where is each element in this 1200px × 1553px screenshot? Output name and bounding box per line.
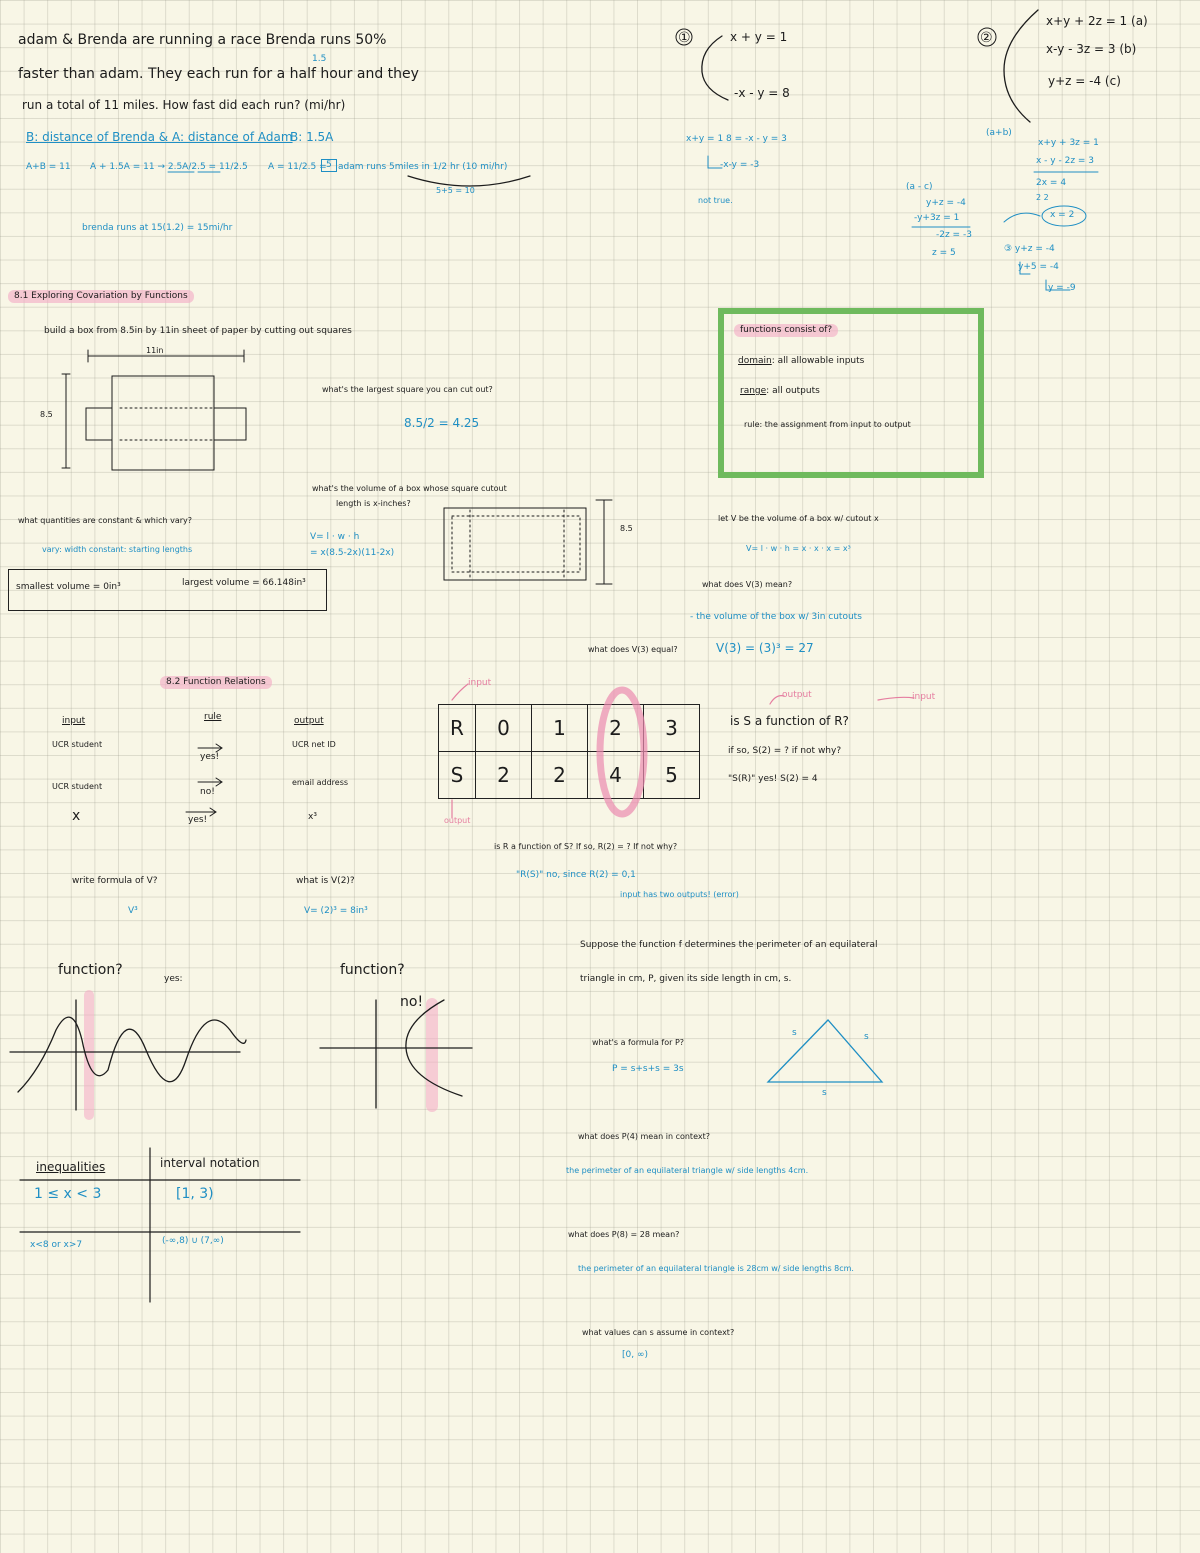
a-v3-mean: - the volume of the box w/ 3in cutouts bbox=[690, 612, 862, 622]
vertical-line-test-highlight-2 bbox=[426, 998, 438, 1112]
race-adam: adam runs 5miles in 1/2 hr (10 mi/hr) bbox=[338, 162, 508, 172]
rs-cell: 4 bbox=[588, 752, 644, 799]
ac-work-1: y+z = -4 bbox=[926, 198, 966, 208]
a-largest-square: 8.5/2 = 4.25 bbox=[404, 416, 480, 430]
row-1-rule: yes! bbox=[200, 752, 220, 762]
smallest-volume: smallest volume = 0in³ bbox=[16, 582, 121, 592]
row-2-rule: no! bbox=[200, 787, 215, 797]
sine-like-curve bbox=[18, 1017, 246, 1092]
system-1-eq-1: x + y = 1 bbox=[730, 30, 788, 44]
rs-cell: 0 bbox=[476, 705, 532, 752]
rs-highlight-oval bbox=[600, 690, 644, 814]
race-line-2: faster than adam. They each run for a half hour and they bbox=[18, 66, 419, 82]
rs-input-note: input bbox=[468, 678, 492, 688]
box-flap-right bbox=[214, 408, 246, 440]
q-p4: what does P(4) mean in context? bbox=[578, 1132, 710, 1141]
ab-result: x = 2 bbox=[1050, 210, 1075, 220]
arrow-1 bbox=[198, 744, 222, 752]
rule-arrows bbox=[186, 744, 222, 816]
row-3-output: x³ bbox=[308, 812, 317, 822]
system-2-circle bbox=[978, 28, 996, 46]
rs-cell: R bbox=[439, 705, 476, 752]
rs-input-tag: input bbox=[912, 692, 936, 702]
interval-row-2-notation: (-∞,8) ∪ (7,∞) bbox=[162, 1236, 224, 1246]
input-tag-arrow bbox=[878, 697, 914, 700]
intervals-header-inequalities: inequalities bbox=[36, 1160, 106, 1174]
system-1-label: ① bbox=[678, 30, 691, 46]
rs-cell: 1 bbox=[532, 705, 588, 752]
rs-table-annotations bbox=[452, 684, 914, 818]
section-8-2-title: 8.2 Function Relations bbox=[160, 676, 272, 689]
box-net-diagram bbox=[62, 350, 246, 470]
triangle-prompt-1: Suppose the function f determines the perimeter of an equilateral bbox=[580, 940, 878, 950]
graph-function-no bbox=[320, 998, 472, 1112]
race-under: 5+5 = 10 bbox=[436, 186, 475, 195]
box-base bbox=[112, 376, 214, 470]
interval-row-2-inequality: x<8 or x>7 bbox=[30, 1240, 83, 1250]
rs-cell: S bbox=[439, 752, 476, 799]
ab-arrow bbox=[1004, 213, 1040, 222]
triangle-side-right: s bbox=[864, 1032, 869, 1042]
c-work-1: ③ y+z = -4 bbox=[1004, 244, 1055, 254]
triangle-side-bottom: s bbox=[822, 1088, 827, 1098]
box-intro: build a box from 8.5in by 11in sheet of paper by cutting out squares bbox=[44, 326, 352, 336]
q-s-function-of-r: is S a function of R? bbox=[730, 714, 849, 728]
q-write-formula: write formula of V? bbox=[72, 876, 158, 886]
input-arrow bbox=[452, 684, 468, 700]
race-boxed-answer: 5 bbox=[321, 159, 337, 172]
largest-volume: largest volume = 66.148in³ bbox=[182, 578, 306, 588]
rs-output-tag: output bbox=[782, 690, 812, 700]
race-definition: B: distance of Brenda & A: distance of Adam bbox=[26, 130, 293, 144]
q-r-function-of-s: is R a function of S? If so, R(2) = ? If not why? bbox=[494, 842, 678, 851]
row-1-input: UCR student bbox=[52, 740, 103, 749]
q-p8: what does P(8) = 28 mean? bbox=[568, 1230, 680, 1239]
row-3-rule: yes! bbox=[188, 815, 208, 825]
c-bracket-2 bbox=[1046, 280, 1070, 290]
a-p4: the perimeter of an equilateral triangle w/ side lengths 4cm. bbox=[566, 1166, 809, 1175]
race-result: A = 11/2.5 = bbox=[268, 162, 327, 172]
race-brenda: brenda runs at 15(1.2) = 15mi/hr bbox=[82, 223, 233, 233]
rs-output-note: output bbox=[444, 816, 471, 825]
a-function-1: yes: bbox=[164, 974, 183, 984]
system-1-note: not true. bbox=[698, 196, 733, 205]
col-rule: rule bbox=[204, 712, 222, 722]
a-constant: vary: width constant: starting lengths bbox=[42, 545, 193, 554]
row-2-output: email address bbox=[292, 778, 349, 787]
interval-row-1-inequality: 1 ≤ x < 3 bbox=[34, 1186, 102, 1202]
ac-work-2: -y+3z = 1 bbox=[914, 213, 960, 223]
q-function-1: function? bbox=[58, 962, 123, 978]
race-line-3: run a total of 11 miles. How fast did each run? (mi/hr) bbox=[22, 98, 346, 112]
box-dim-11: 11in bbox=[146, 346, 164, 355]
race-adam-brace bbox=[408, 176, 530, 186]
row-2-input: UCR student bbox=[52, 782, 103, 791]
race-note-1-5: 1.5 bbox=[312, 54, 327, 64]
a-values-s: [0, ∞) bbox=[622, 1350, 648, 1360]
arrow-2 bbox=[198, 778, 222, 786]
system-2-brace bbox=[1004, 10, 1038, 122]
a-volume-2: = x(8.5-2x)(11-2x) bbox=[310, 548, 395, 558]
c-bracket-1 bbox=[1020, 262, 1030, 274]
system-1-eq-2: -x - y = 8 bbox=[734, 86, 790, 100]
box2-dim-8-5: 8.5 bbox=[620, 524, 633, 533]
ab-work-3: 2x = 4 bbox=[1036, 178, 1067, 188]
output-tag-arrow bbox=[770, 696, 784, 704]
box-flap-left bbox=[86, 408, 112, 440]
system-1-circle bbox=[676, 29, 692, 45]
rs-cell: 2 bbox=[532, 752, 588, 799]
q-v-of-2: what is V(2)? bbox=[296, 876, 355, 886]
col-input: input bbox=[62, 716, 86, 726]
a-r-function-of-s: "R(S)" no, since R(2) = 0,1 bbox=[516, 870, 636, 880]
q-s-of-2: if so, S(2) = ? if not why? bbox=[728, 746, 842, 756]
q-v3-mean: what does V(3) mean? bbox=[702, 580, 793, 589]
rs-cell: 2 bbox=[588, 705, 644, 752]
box-net-diagram-2 bbox=[444, 500, 612, 584]
range-text: : all outputs bbox=[766, 386, 820, 396]
race-line-1: adam & Brenda are running a race Brenda runs 50% bbox=[18, 32, 387, 48]
q-v3-equal: what does V(3) equal? bbox=[588, 645, 678, 654]
box2-outline bbox=[444, 508, 586, 580]
box-dim-8-5: 8.5 bbox=[40, 410, 53, 419]
q-volume: what's the volume of a box whose square cutout bbox=[312, 484, 507, 493]
a-write-formula: V³ bbox=[128, 906, 138, 916]
a-formula-p: P = s+s+s = 3s bbox=[612, 1064, 684, 1074]
a-r-note: input has two outputs! (error) bbox=[620, 890, 739, 899]
box2-cut-lines bbox=[470, 510, 564, 578]
domain-label: domain bbox=[738, 356, 772, 366]
q-let-v: let V be the volume of a box w/ cutout x bbox=[718, 514, 879, 523]
q-largest-square: what's the largest square you can cut out? bbox=[322, 385, 493, 394]
race-work: A + 1.5A = 11 → 2.5A/2.5 = 11/2.5 bbox=[90, 162, 248, 172]
box2-dim-line bbox=[596, 500, 612, 584]
ac-label: (a - c) bbox=[906, 182, 933, 192]
s1-bracket bbox=[708, 156, 722, 168]
row-3-input: x bbox=[72, 808, 81, 824]
domain-text: : all allowable inputs bbox=[771, 356, 865, 366]
race-relation: B: 1.5A bbox=[290, 130, 334, 144]
row-1-output: UCR net ID bbox=[292, 740, 336, 749]
range-label: range bbox=[740, 386, 767, 396]
c-work-2: y+5 = -4 bbox=[1018, 262, 1059, 272]
a-v-of-2: V= (2)³ = 8in³ bbox=[304, 906, 368, 916]
arrow-3 bbox=[186, 808, 216, 816]
section-8-1-title: 8.1 Exploring Covariation by Functions bbox=[8, 290, 194, 303]
q-volume-2: length is x-inches? bbox=[336, 499, 411, 508]
c-work-3: y = -9 bbox=[1048, 283, 1076, 293]
col-output: output bbox=[294, 716, 324, 726]
box-fold-lines bbox=[120, 408, 212, 440]
interval-row-1-notation: [1, 3) bbox=[176, 1186, 214, 1202]
system-1-brace bbox=[702, 36, 728, 100]
rs-cell: 5 bbox=[644, 752, 700, 799]
triangle-side-left: s bbox=[792, 1028, 797, 1038]
race-sum: A+B = 11 bbox=[26, 162, 71, 172]
system-2-eq-3: y+z = -4 (c) bbox=[1048, 74, 1121, 88]
intervals-header-notation: interval notation bbox=[160, 1156, 260, 1170]
a-s-of-2: "S(R)" yes! S(2) = 4 bbox=[728, 774, 818, 784]
system-1-work-2: -x-y = -3 bbox=[720, 160, 760, 170]
ab-label: (a+b) bbox=[986, 128, 1012, 138]
a-p8: the perimeter of an equilateral triangle is 28cm w/ side lengths 8cm. bbox=[578, 1264, 854, 1273]
q-function-2: function? bbox=[340, 962, 405, 978]
ab-work-2: x - y - 2z = 3 bbox=[1036, 156, 1095, 166]
system-2-eq-2: x-y - 3z = 3 (b) bbox=[1046, 42, 1137, 56]
q-formula-p: what's a formula for P? bbox=[592, 1038, 685, 1047]
a-function-2: no! bbox=[400, 994, 424, 1010]
triangle-prompt-2: triangle in cm, P, given its side length in cm, s. bbox=[580, 974, 792, 984]
ab-work-4: 2 2 bbox=[1036, 193, 1049, 202]
graph-function-yes bbox=[10, 990, 246, 1120]
ac-work-4: z = 5 bbox=[932, 248, 956, 258]
dim-line-8-5 bbox=[62, 374, 70, 468]
ac-work-3: -2z = -3 bbox=[936, 230, 972, 240]
equilateral-triangle bbox=[768, 1020, 882, 1082]
q-values-s: what values can s assume in context? bbox=[582, 1328, 735, 1337]
a-let-v: V= l · w · h = x · x · x = x³ bbox=[746, 544, 851, 553]
rs-cell: 2 bbox=[476, 752, 532, 799]
box2-fold bbox=[452, 516, 580, 572]
a-volume-1: V= l · w · h bbox=[310, 532, 360, 542]
intervals-table-grid bbox=[20, 1148, 300, 1302]
functions-box-title: functions consist of? bbox=[734, 324, 838, 337]
rs-cell: 3 bbox=[644, 705, 700, 752]
system-2-label: ② bbox=[980, 30, 993, 46]
ab-result-oval bbox=[1042, 206, 1086, 226]
system-2-eq-1: x+y + 2z = 1 (a) bbox=[1046, 14, 1148, 28]
functions-rule: rule: the assignment from input to output bbox=[744, 420, 911, 429]
a-v3-equal: V(3) = (3)³ = 27 bbox=[716, 641, 814, 655]
q-constant: what quantities are constant & which vary? bbox=[18, 516, 193, 525]
ab-work-1: x+y + 3z = 1 bbox=[1038, 138, 1099, 148]
system-1-work-1: x+y = 1 8 = -x - y = 3 bbox=[686, 134, 787, 144]
